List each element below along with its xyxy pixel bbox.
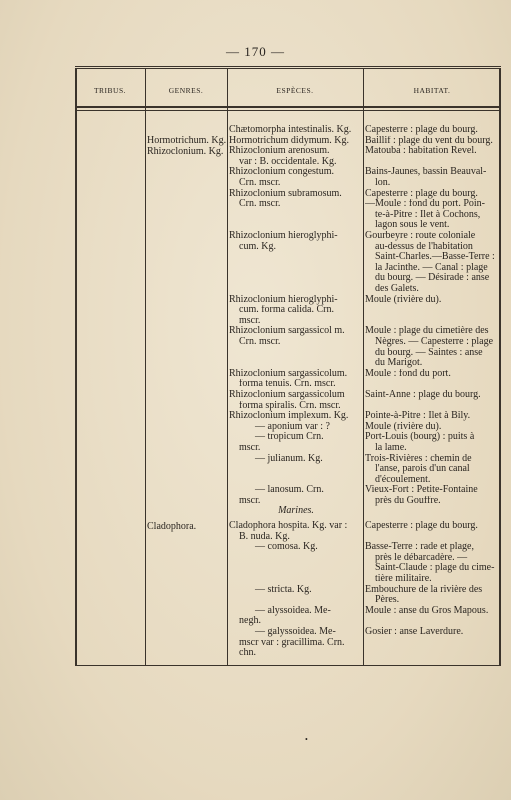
habitat-line: Saint-Anne : plage du bourg. [365,390,481,400]
species-line: forma tenuis. Crn. mscr. [239,379,336,390]
species-line: Crn. mscr. [239,177,281,188]
species-entry [229,422,363,433]
species-entry [229,585,363,596]
genus-cladophora: Cladophora. [147,521,197,532]
habitat-line: Capesterre : plage du bourg. [365,125,478,135]
habitat-line: Trois-Rivières : chemin de [365,453,472,464]
species-entry [229,326,363,347]
habitat-line: Pères. [375,595,400,606]
habitat-line: Gosier : anse Laverdure. [365,627,464,637]
habitat-line: Gourbeyre : route coloniale [365,231,476,241]
habitat-line: Capesterre : plage du bourg. [365,188,478,199]
species-line: mscr. [239,315,261,326]
header-rule [75,106,501,108]
habitat-entry [365,189,499,231]
species-entry [229,295,363,327]
species-line: mscr. [239,442,261,453]
habitat-line: Saint-Claude : plage du cime- [375,563,495,574]
habitat-line: près le débarcadère. — [375,552,468,563]
habitat-entry [365,390,499,401]
species-entry [229,542,363,553]
species-line: mscr. [239,495,261,506]
habitat-line: Bains-Jaunes, bassin Beauval- [365,167,487,178]
species-line: Crn. mscr. [239,199,281,210]
habitat-line: Baillif : plage du vent du bourg. [365,135,493,146]
species-table [75,64,501,666]
habitat-line: près du Gouffre. [375,495,441,506]
habitat-line: du bourg. — Saintes : anse [375,347,483,358]
habitat-entry [365,136,499,147]
habitat-entry [365,422,499,433]
species-entry [229,146,363,167]
habitat-line: tière militaire. [375,573,432,584]
species-line: Rhizoclonium subramosum. [229,188,342,199]
header-habitat: HABITAT. [413,86,451,95]
habitat-entry [365,369,499,380]
habitat-line: Embouchure de la rivière des [365,584,483,595]
habitat-entry [365,521,499,532]
habitat-entry [365,326,499,368]
habitat-line: du bourg. — Désirade : anse [375,273,490,284]
habitat-entry [365,585,499,606]
species-entry [229,231,363,252]
species-entry [229,390,363,411]
column-rule-3 [363,68,364,666]
habitat-entry [365,627,499,638]
species-line: Rhizoclonium hieroglyphi- [229,294,338,305]
species-entry [229,454,363,465]
column-rule-1 [145,68,146,666]
habitat-entry [365,485,499,506]
species-line: chn. [239,648,256,659]
species-line: Crn. mscr. [239,336,281,347]
habitat-line: la lame. [375,442,407,453]
habitat-entry [365,606,499,617]
habitat-line: l'anse, parois d'un canal [375,464,470,475]
column-rule-right [499,68,501,666]
genus-hormotrichum: Hormotrichum. Kg. [147,135,227,146]
habitat-line: lon. [375,177,391,188]
species-entry [229,125,363,136]
species-line: negh. [239,616,261,627]
species-line: cum. Kg. [239,241,276,252]
species-line: B. nuda. Kg. [239,531,290,542]
habitat-line: Nègres. — Capesterre : plage [375,336,494,347]
species-entry [229,136,363,147]
habitat-entry [365,125,499,136]
species-line: Chætomorpha intestinalis. Kg. [229,125,352,135]
species-line: Rhizoclonium sargassicolum [229,390,345,400]
species-line: — comosa. Kg. [255,542,318,553]
species-entry [229,369,363,390]
species-line: forma spiralis. Crn. mscr. [239,400,341,411]
habitat-line: du Marigot. [375,358,423,369]
habitat-line: Moule : plage du cimetière des [365,326,489,337]
column-rule-2 [227,68,228,666]
header-genres: GENRES. [168,86,204,95]
species-line: — lanosum. Crn. [255,485,324,496]
habitat-line: Capesterre : plage du bourg. [365,521,478,531]
species-line: var : B. occidentale. Kg. [239,156,337,167]
habitat-line: Port-Louis (bourg) : puits à [365,432,475,443]
habitat-line: Moule (rivière du). [365,294,442,305]
column-rule-left [75,68,77,666]
species-entry [229,432,363,453]
species-line: — alyssoidea. Me- [255,605,331,616]
habitat-line: Matouba : habitation Revel. [365,146,477,157]
habitat-line: Saint-Charles.—Basse-Terre : [375,252,495,263]
species-entry [229,521,363,542]
species-line: — tropicum Crn. [255,432,324,443]
species-line: Rhizoclonium sargassicolum. [229,368,348,379]
species-entry [229,167,363,188]
habitat-line: Moule : fond du port. [365,368,451,379]
habitat-line: d'écoulement. [375,474,431,485]
habitat-line: Pointe-à-Pitre : Ilet à Bily. [365,411,471,422]
habitat-entry [365,167,499,188]
habitat-entry [365,231,499,295]
habitat-line: Moule (rivière du). [365,421,442,432]
page-mark: • [305,735,308,744]
species-entry [229,485,363,506]
header-tribus: TRIBUS. [93,86,127,95]
page-number: — 170 — [226,44,285,59]
table-bottom-rule [75,665,501,666]
species-entry [229,411,363,422]
section-marines: Marines. [278,505,314,516]
species-line: — aponium var : ? [255,421,330,432]
habitat-entry [365,542,499,584]
habitat-line: Vieux-Fort : Petite-Fontaine [365,485,478,496]
table-top-rule [75,66,501,69]
species-line: Rhizoclonium arenosum. [229,146,330,157]
genus-rhizoclonium: Rhizoclonium. Kg. [147,146,224,157]
species-line: Rhizoclonium hieroglyphi- [229,231,338,241]
habitat-entry [365,411,499,422]
species-line: — stricta. Kg. [255,584,312,595]
habitat-line: —Moule : fond du port. Poin- [365,199,485,210]
habitat-entry [365,295,499,306]
habitat-line: Basse-Terre : rade et plage, [365,542,474,553]
habitat-entry [365,432,499,453]
species-entry [229,189,363,210]
species-line: Hormotrichum didymum. Kg. [229,135,349,146]
header-rule-thin [75,110,501,111]
habitat-entry [365,146,499,157]
species-line: mscr var : gracillima. Crn. [239,637,345,648]
species-line: cum. forma calida. Crn. [239,305,334,316]
habitat-line: la Jacinthe. — Canal : plage [375,262,488,273]
species-line: — julianum. Kg. [255,453,323,464]
species-line: Cladophora hospita. Kg. var : [229,521,348,531]
habitat-line: au-dessus de l'habitation [375,241,473,252]
species-entry [229,606,363,627]
habitat-entry [365,454,499,486]
habitat-line: Moule : anse du Gros Mapous. [365,605,489,616]
header-especes: ESPÈCES. [276,86,314,95]
habitat-line: des Galets. [375,283,419,294]
species-line: Rhizoclonium implexum. Kg. [229,411,349,422]
habitat-line: te-à-Pitre : Ilet à Cochons, [375,209,481,220]
species-entry [229,627,363,659]
habitat-line: lagon sous le vent. [375,220,450,231]
species-line: Rhizoclonium sargassicol m. [229,326,345,337]
species-line: Rhizoclonium congestum. [229,167,334,178]
species-line: — galyssoidea. Me- [255,627,336,637]
